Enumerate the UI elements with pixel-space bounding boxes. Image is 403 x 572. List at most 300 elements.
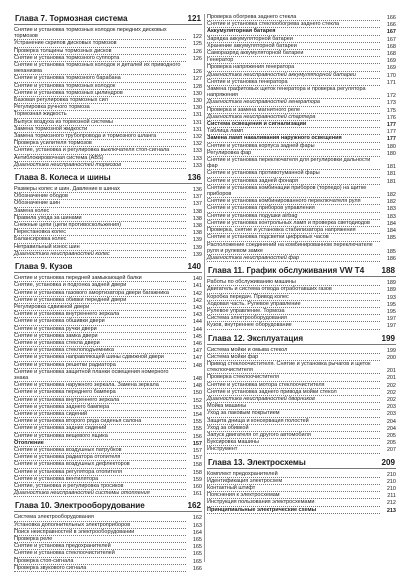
entry-title: Правила ухода за шинами: [14, 215, 186, 222]
entry-title: Снятие и установка комбинации приборов (торпедо) на щитке приборов: [207, 185, 380, 198]
chapter-page-number: 209: [381, 457, 395, 467]
entry-title: Снятие и установка газового амортизатора двери багажника: [14, 290, 186, 297]
entry-page-number: 197: [386, 323, 396, 330]
entry-page-number: 133: [192, 155, 202, 162]
entry-page-number: 172: [386, 93, 396, 100]
toc-entry: [14, 83, 202, 90]
toc-entry: [207, 205, 396, 212]
entry-page-number: 166: [386, 22, 396, 29]
toc-entry: [14, 469, 202, 476]
entry-page-number: 126: [192, 55, 202, 62]
toc-entry: [14, 558, 202, 565]
entry-title: Снятие и установка тормозных колодок: [14, 83, 186, 90]
toc-entry: [207, 128, 396, 135]
entry-page-number: 148: [192, 375, 202, 382]
entry-page-number: 212: [386, 500, 396, 507]
toc-entry: [14, 461, 202, 468]
entry-page-number: 169: [386, 65, 396, 72]
entry-page-number: 169: [386, 58, 396, 65]
entry-page-number: 137: [192, 194, 202, 201]
toc-entry: [14, 326, 202, 333]
entry-title: Снятие и установка тормозных колодок и деталей их приводного механизма: [14, 62, 186, 75]
entry-page-number: 141: [192, 283, 202, 290]
entry-page-number: 142: [192, 297, 202, 304]
entry-page-number: 133: [192, 162, 202, 169]
entry-page-number: 156: [192, 433, 202, 440]
toc-entry: [207, 198, 396, 205]
chapter-heading: [14, 501, 202, 512]
entry-title: Диагностика неисправностей дворников: [207, 396, 380, 403]
entry-title: Поиск неисправностей в электрооборудовании: [14, 529, 186, 536]
entry-title: Система электрооборудования: [207, 315, 380, 322]
toc-entry: [14, 404, 202, 411]
entry-title: Снятие, установка и регулировка тросиков: [14, 483, 186, 490]
toc-entry: [207, 389, 396, 396]
entry-page-number: 203: [386, 404, 396, 411]
toc-entry: [14, 565, 202, 572]
entry-page-number: 213: [386, 507, 396, 514]
entry-title: Диагностика неисправностей тормозов: [14, 162, 186, 169]
entry-page-number: 182: [386, 192, 396, 199]
entry-page-number: 148: [192, 362, 202, 369]
toc-entry: [14, 425, 202, 432]
toc-entry: [207, 227, 396, 234]
entry-title: Снятие и установка сидений: [14, 411, 186, 418]
entry-page-number: 200: [386, 354, 396, 361]
entry-title: Балансировка колес: [14, 236, 186, 243]
toc-entry: [207, 43, 396, 50]
entry-title: Диагностика неисправностей системы отопления: [14, 490, 186, 497]
entry-page-number: 137: [192, 201, 202, 208]
toc-entry: [14, 282, 202, 289]
toc-entry: [207, 220, 396, 227]
entry-title: Принципиальные электрические схемы: [207, 507, 380, 514]
entry-page-number: 157: [192, 447, 202, 454]
entry-page-number: 157: [192, 455, 202, 462]
entry-page-number: 130: [192, 105, 202, 112]
entry-page-number: 160: [192, 483, 202, 490]
toc-entry: [14, 236, 202, 243]
entry-title: Система электрооборудования: [14, 514, 186, 521]
chapter-heading: [207, 458, 396, 469]
entry-title: Обозначение ободов: [14, 193, 186, 200]
toc-entry: [14, 362, 202, 369]
entry-page-number: 164: [192, 529, 202, 536]
entry-title: Расположение соединений на комбинированном переключателе руля и рулевом замке: [207, 242, 380, 255]
entry-page-number: 158: [192, 462, 202, 469]
chapter-heading: [14, 173, 202, 184]
toc-entry: [207, 64, 396, 71]
entry-title: Замена графитовых щеток генератора и проверка регулятора напряжения: [207, 86, 380, 99]
entry-page-number: 184: [386, 228, 396, 235]
entry-page-number: 168: [386, 43, 396, 50]
chapter-title: Глава 12. Эксплуатация: [208, 333, 304, 343]
entry-title: Буксировка машины: [207, 439, 380, 446]
toc-entry: [207, 432, 396, 439]
entry-page-number: 130: [192, 90, 202, 97]
entry-title: Двигатель и система отвода отработавших газов: [207, 286, 380, 293]
entry-title: Замена тормозной жидкости: [14, 126, 186, 133]
entry-title: Проверка и замена магнитного реле: [207, 107, 380, 114]
toc-entry: [207, 255, 396, 262]
entry-title: Нетравильный износ шин: [14, 244, 186, 251]
entry-page-number: 171: [386, 79, 396, 86]
toc-entry: [14, 133, 202, 140]
entry-title: Система мойки фар: [207, 354, 380, 361]
entry-title: Снятие и установка стеклоочистителей: [14, 550, 186, 557]
entry-title: Снятие и установка заднего бампера: [14, 404, 186, 411]
entry-title: Снятие и установка стеклоподъемника: [14, 347, 186, 354]
entry-page-number: 127: [192, 76, 202, 83]
entry-title: Снятие и установка стекла двери: [14, 340, 186, 347]
entry-title: Проверка толщины тормозных дисков: [14, 48, 186, 55]
entry-page-number: 193: [386, 294, 396, 301]
entry-title: Диагностика неисправностей генератора: [207, 99, 380, 106]
entry-page-number: 157: [192, 440, 202, 447]
entry-title: Снятие и установка передней замыкающей балки: [14, 275, 186, 282]
toc-entry: [14, 433, 202, 440]
entry-title: Таблица ламп: [207, 128, 380, 135]
toc-entry: [14, 447, 202, 454]
toc-entry: [207, 242, 396, 255]
entry-page-number: 199: [386, 347, 396, 354]
toc-entry: [207, 234, 396, 241]
entry-page-number: 180: [386, 150, 396, 157]
entry-title: Снятие и установка замка двери: [14, 333, 186, 340]
entry-page-number: 176: [386, 114, 396, 121]
toc-entry: [14, 490, 202, 497]
chapter-title: Глава 9. Кузов: [15, 262, 73, 272]
toc-entry: [14, 440, 202, 447]
chapter-title: Глава 7. Тормозная система: [15, 14, 128, 23]
toc-entry: [14, 222, 202, 229]
toc-entry: [207, 99, 396, 106]
toc-entry: [14, 155, 202, 162]
entry-page-number: 158: [192, 469, 202, 476]
entry-title: Снятие и установка тормозных цилиндров: [14, 90, 186, 97]
toc-entry: [14, 104, 202, 111]
entry-title: Контактный штифт: [207, 485, 380, 492]
chapter-heading: [14, 262, 202, 273]
toc-entry: [14, 514, 202, 521]
entry-title: Защита днища и консервация полостей: [207, 418, 380, 425]
chapter-title: Глава 13. Электросхемы: [208, 457, 306, 467]
toc-entry: [14, 27, 202, 40]
entry-page-number: 210: [386, 471, 396, 478]
entry-title: Антиблокировочная система (ABS): [14, 155, 186, 162]
toc-section: [207, 334, 396, 454]
entry-page-number: 180: [386, 143, 396, 150]
entry-title: Снятие и установка ручки двери: [14, 326, 186, 333]
chapter-page-number: 140: [187, 262, 201, 272]
entry-page-number: 154: [192, 411, 202, 418]
entry-title: Диагностика неисправностей аккумуляторной батареи: [207, 72, 380, 79]
entry-title: Коробка передач. Привод колес: [207, 294, 380, 301]
entry-title: Проверка стеклоочистителя: [207, 374, 380, 381]
toc-entry: [14, 40, 202, 47]
entry-title: Снятие и установка переключателя для регулировки дальности фар: [207, 157, 380, 170]
entry-title: Регулировка сдвижной двери: [14, 304, 186, 311]
entry-page-number: 183: [386, 213, 396, 220]
toc-entry: [14, 215, 202, 222]
entry-title: Работы по обслуживанию машины: [207, 279, 380, 286]
entry-page-number: 195: [386, 301, 396, 308]
toc-entry: [207, 294, 396, 301]
toc-entry: [14, 529, 202, 536]
entry-page-number: 166: [386, 15, 396, 21]
entry-title: Снятие, установка и регулировка выключателя стоп-сигнала: [14, 147, 186, 154]
entry-page-number: 138: [192, 223, 202, 230]
toc-section: [14, 14, 202, 169]
toc-entry: [14, 208, 202, 215]
entry-title: Снятие и установка контрольных ламп и проверка светодиодов: [207, 220, 380, 227]
entry-page-number: 182: [386, 199, 396, 206]
toc-entry: [14, 75, 202, 82]
toc-section: [207, 458, 396, 514]
entry-title: Диагностика неисправностей колес: [14, 251, 186, 258]
entry-page-number: 122: [192, 34, 202, 41]
toc-entry: [207, 107, 396, 114]
entry-page-number: 142: [192, 290, 202, 297]
entry-title: Диагностика неисправностей фар: [207, 255, 380, 262]
entry-title: Привод стеклоочистителя. Снятие и установка рычагов и щеток стеклоочистителя: [207, 361, 380, 374]
entry-page-number: 126: [192, 48, 202, 55]
entry-page-number: 146: [192, 340, 202, 347]
entry-page-number: 150: [192, 390, 202, 397]
entry-page-number: 128: [192, 83, 202, 90]
entry-title: Саморазряд аккумуляторной батареи: [207, 50, 380, 57]
entry-title: Снятие и установка направляющей шины сдвижной двери: [14, 354, 186, 361]
entry-page-number: 163: [192, 522, 202, 529]
entry-title: Снятие и установка тормозных колодок передних дисковых тормозов: [14, 27, 186, 40]
entry-title: Снятие и установка корпуса задней фары: [207, 143, 380, 150]
toc-entry: [14, 411, 202, 418]
entry-title: Снятие и установка тормозного барабана: [14, 75, 186, 82]
toc-entry: [14, 251, 202, 258]
entry-page-number: 131: [192, 119, 202, 126]
entry-page-number: 205: [386, 432, 396, 439]
entry-title: Снятие и установка комбинированного переключателя руля: [207, 198, 380, 205]
toc-entry: [207, 418, 396, 425]
entry-title: Снятие и установка приборов управления: [207, 205, 380, 212]
toc-entry: [14, 62, 202, 75]
entry-title: Снятие и установка заднего привода мойки стекол: [207, 389, 380, 396]
entry-title: Снятие и установка противотуманной фары: [207, 170, 380, 177]
entry-title: Инструкция пользования электросхемами: [207, 499, 380, 506]
chapter-heading: [14, 14, 202, 25]
entry-title: Снятие и установка обивки передней двери: [14, 297, 186, 304]
entry-page-number: 143: [192, 312, 202, 319]
column-divider: [204, 14, 205, 562]
entry-page-number: 126: [192, 69, 202, 76]
entry-title: Снятие и установка регулятора отопителя: [14, 469, 186, 476]
entry-title: Перестановка колес: [14, 229, 186, 236]
toc-entry: [207, 347, 396, 354]
entry-title: Снятие и установка наружного зеркала. Замена зеркала: [14, 382, 186, 389]
entry-page-number: 140: [192, 276, 202, 283]
entry-page-number: 167: [386, 36, 396, 43]
entry-page-number: 177: [386, 122, 396, 129]
entry-page-number: 165: [192, 544, 202, 551]
entry-title: Диагностика неисправностей стартера: [207, 114, 380, 121]
entry-title: Отопление: [14, 440, 186, 447]
toc-entry: [207, 279, 396, 286]
entry-title: Идентификация электросхем: [207, 478, 380, 485]
entry-title: Снятие, установка и подгонка задней двери: [14, 282, 186, 289]
entry-page-number: 139: [192, 237, 202, 244]
entry-page-number: 189: [386, 280, 396, 287]
entry-page-number: 201: [386, 368, 396, 375]
entry-page-number: 177: [386, 136, 396, 143]
chapter-page-number: 136: [187, 173, 201, 183]
toc-entry: [14, 140, 202, 147]
toc-entry: [207, 121, 396, 128]
chapter-title: Глава 10. Электрооборудование: [15, 501, 145, 511]
toc-left-column: [14, 14, 202, 572]
entry-page-number: 197: [386, 316, 396, 323]
entry-title: Инструмент: [207, 446, 380, 453]
entry-title: Снятие и установка мотора стеклоочистителя: [207, 382, 380, 389]
entry-page-number: 181: [386, 171, 396, 178]
toc-section: [207, 266, 396, 329]
entry-page-number: 152: [192, 397, 202, 404]
toc-right-column: [207, 14, 396, 514]
entry-title: Снятие и установка вещевого ящика: [14, 433, 186, 440]
toc-entry: [14, 340, 202, 347]
toc-entry: [207, 86, 396, 99]
toc-entry: [207, 485, 396, 492]
toc-entry: [207, 28, 396, 35]
entry-title: Обозначение шин: [14, 200, 186, 207]
entry-page-number: 130: [192, 98, 202, 105]
toc-entry: [14, 318, 202, 325]
entry-page-number: 159: [192, 476, 202, 483]
toc-entry: [207, 425, 396, 432]
toc-entry: [14, 193, 202, 200]
entry-page-number: 143: [192, 304, 202, 311]
toc-entry: [14, 382, 202, 389]
entry-title: Установка дополнительных электроприборов: [14, 522, 186, 529]
entry-title: Базовая регулировка тормозных сил: [14, 97, 186, 104]
chapter-page-number: 162: [187, 501, 201, 511]
toc-entry: [14, 97, 202, 104]
toc-entry: [207, 410, 396, 417]
toc-entry: [207, 286, 396, 293]
entry-page-number: 183: [386, 206, 396, 213]
entry-title: Пояснения к электросхемам: [207, 492, 380, 499]
entry-page-number: 173: [386, 100, 396, 107]
entry-page-number: 202: [386, 396, 396, 403]
toc-entry: [14, 550, 202, 557]
toc-entry: [207, 72, 396, 79]
toc-entry: [207, 403, 396, 410]
entry-page-number: 144: [192, 319, 202, 326]
entry-title: Рулевое управление. Тормоза: [207, 308, 380, 315]
toc-entry: [207, 439, 396, 446]
toc-entry: [14, 111, 202, 118]
entry-title: Проверка напряжения генератора: [207, 64, 380, 71]
toc-entry: [14, 186, 202, 193]
entry-page-number: 165: [192, 551, 202, 558]
entry-title: Снятие и установка воздушных дефлекторов: [14, 461, 186, 468]
entry-page-number: 155: [192, 419, 202, 426]
entry-page-number: 185: [386, 235, 396, 242]
entry-page-number: 175: [386, 107, 396, 114]
toc-entry: [14, 90, 202, 97]
chapter-title: Глава 11. График обслуживания VW T4: [208, 266, 365, 276]
entry-title: Проверка, снятие и установка стабилизатора напряжения: [207, 227, 380, 234]
entry-title: Снятие и установка обшивки двери: [14, 318, 186, 325]
entry-page-number: 210: [386, 478, 396, 485]
entry-page-number: 131: [192, 112, 202, 119]
entry-page-number: 139: [192, 244, 202, 251]
toc-entry: [14, 369, 202, 382]
entry-page-number: 210: [386, 485, 396, 492]
entry-page-number: 125: [192, 41, 202, 48]
entry-page-number: 147: [192, 355, 202, 362]
entry-page-number: 205: [386, 440, 396, 447]
toc-entry: [14, 522, 202, 529]
entry-title: Проверка усилителя тормозов: [14, 140, 186, 147]
entry-title: Снятие и установка стеклообогрева заднего стекла: [207, 21, 380, 28]
toc-entry: [207, 57, 396, 64]
entry-title: Генератор: [207, 57, 380, 64]
toc-entry: [207, 79, 396, 86]
toc-section: [14, 501, 202, 572]
toc-entry: [14, 162, 202, 169]
entry-page-number: 203: [386, 411, 396, 418]
entry-title: Мойка машины: [207, 403, 380, 410]
toc-entry: [14, 200, 202, 207]
toc-entry: [14, 126, 202, 133]
entry-page-number: 131: [192, 126, 202, 133]
toc-entry: [207, 354, 396, 361]
entry-page-number: 165: [192, 558, 202, 565]
toc-entry: [207, 315, 396, 322]
entry-title: Снятие и установка переднего бампера: [14, 389, 186, 396]
entry-title: Проверка звукового сигнала: [14, 565, 186, 572]
entry-title: Размеры колес и шин. Давление в шинах: [14, 186, 186, 193]
entry-title: Устранение скрипов дисковых тормозов: [14, 40, 186, 47]
toc-entry: [207, 50, 396, 57]
entry-page-number: 161: [192, 491, 202, 498]
entry-page-number: 165: [192, 537, 202, 543]
entry-page-number: 138: [192, 230, 202, 237]
toc-entry: [14, 55, 202, 62]
entry-page-number: 132: [192, 141, 202, 148]
toc-entry: [14, 119, 202, 126]
entry-page-number: 202: [386, 382, 396, 389]
entry-page-number: 207: [386, 447, 396, 454]
entry-page-number: 166: [192, 565, 202, 572]
entry-page-number: 204: [386, 418, 396, 425]
toc-entry: [14, 244, 202, 251]
toc-entry: [207, 374, 396, 381]
entry-title: Хранение аккумуляторной батареи: [207, 43, 380, 50]
toc-entry: [207, 301, 396, 308]
entry-title: Снятие и установка воздушных патрубков: [14, 447, 186, 454]
toc-entry: [14, 397, 202, 404]
toc-section: [14, 173, 202, 258]
entry-page-number: 155: [192, 426, 202, 433]
toc-entry: [207, 507, 396, 514]
entry-page-number: 202: [386, 389, 396, 396]
entry-title: Аккумуляторная батарея: [207, 28, 380, 35]
entry-page-number: 138: [192, 208, 202, 215]
entry-page-number: 181: [386, 164, 396, 171]
entry-page-number: 189: [386, 287, 396, 294]
entry-page-number: 148: [192, 383, 202, 390]
